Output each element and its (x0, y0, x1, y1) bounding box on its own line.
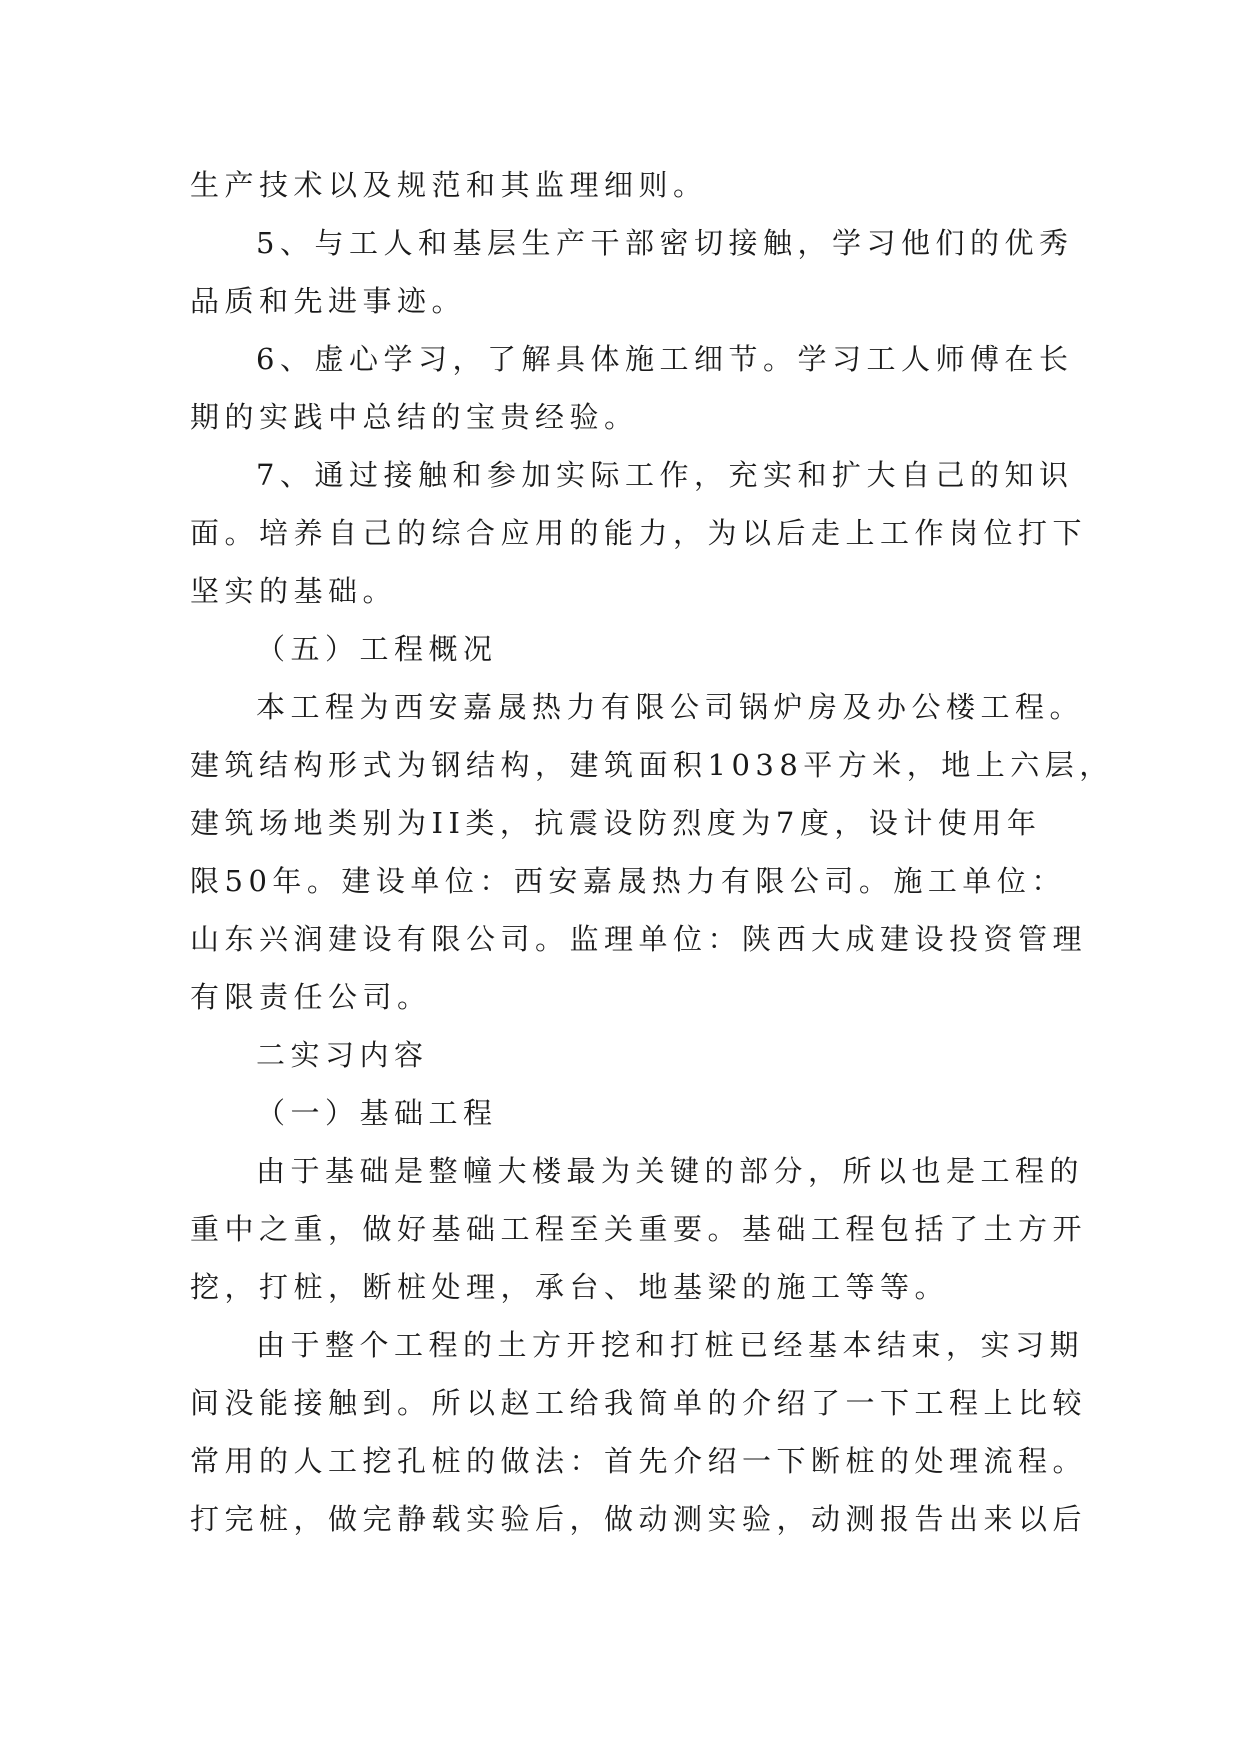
document-body (190, 156, 1114, 1548)
text-line: 坚实的基础。 (190, 574, 398, 608)
text-line: 品质和先进事迹。 (190, 284, 467, 318)
text-line: 7、通过接触和参加实际工作，充实和扩大自己的知识 (256, 458, 1074, 492)
text-line: 挖，打桩，断桩处理，承台、地基梁的施工等等。 (190, 1270, 950, 1304)
text-line: 二实习内容 (256, 1038, 429, 1072)
text-line: （五）工程概况 (256, 632, 498, 666)
text-line: 建筑场地类别为II类，抗震设防烈度为7度，设计使用年 (190, 806, 1042, 840)
text-line: 限50年。建设单位：西安嘉晟热力有限公司。施工单位： (190, 864, 1066, 898)
text-line: 5、与工人和基层生产干部密切接触，学习他们的优秀 (256, 226, 1074, 260)
text-line: 由于基础是整幢大楼最为关键的部分，所以也是工程的 (256, 1154, 1085, 1188)
text-line: 由于整个工程的土方开挖和打桩已经基本结束，实习期 (256, 1328, 1085, 1362)
text-line: 面。培养自己的综合应用的能力，为以后走上工作岗位打下 (190, 516, 1088, 550)
text-line: 期的实践中总结的宝贵经验。 (190, 400, 639, 434)
text-line: 本工程为西安嘉晟热力有限公司锅炉房及办公楼工程。 (256, 690, 1085, 724)
text-line: 有限责任公司。 (190, 980, 432, 1014)
text-line: 常用的人工挖孔桩的做法：首先介绍一下断桩的处理流程。 (190, 1444, 1088, 1478)
text-line: 生产技术以及规范和其监理细则。 (190, 168, 708, 202)
text-line: 间没能接触到。所以赵工给我简单的介绍了一下工程上比较 (190, 1386, 1088, 1420)
text-line: 重中之重，做好基础工程至关重要。基础工程包括了土方开 (190, 1212, 1088, 1246)
text-line: （一）基础工程 (256, 1096, 498, 1130)
text-line: 建筑结构形式为钢结构，建筑面积1038平方米，地上六层， (190, 748, 1114, 782)
text-line: 山东兴润建设有限公司。监理单位：陕西大成建设投资管理 (190, 922, 1088, 956)
text-line: 6、虚心学习，了解具体施工细节。学习工人师傅在长 (256, 342, 1074, 376)
text-line: 打完桩，做完静载实验后，做动测实验，动测报告出来以后 (190, 1502, 1088, 1536)
